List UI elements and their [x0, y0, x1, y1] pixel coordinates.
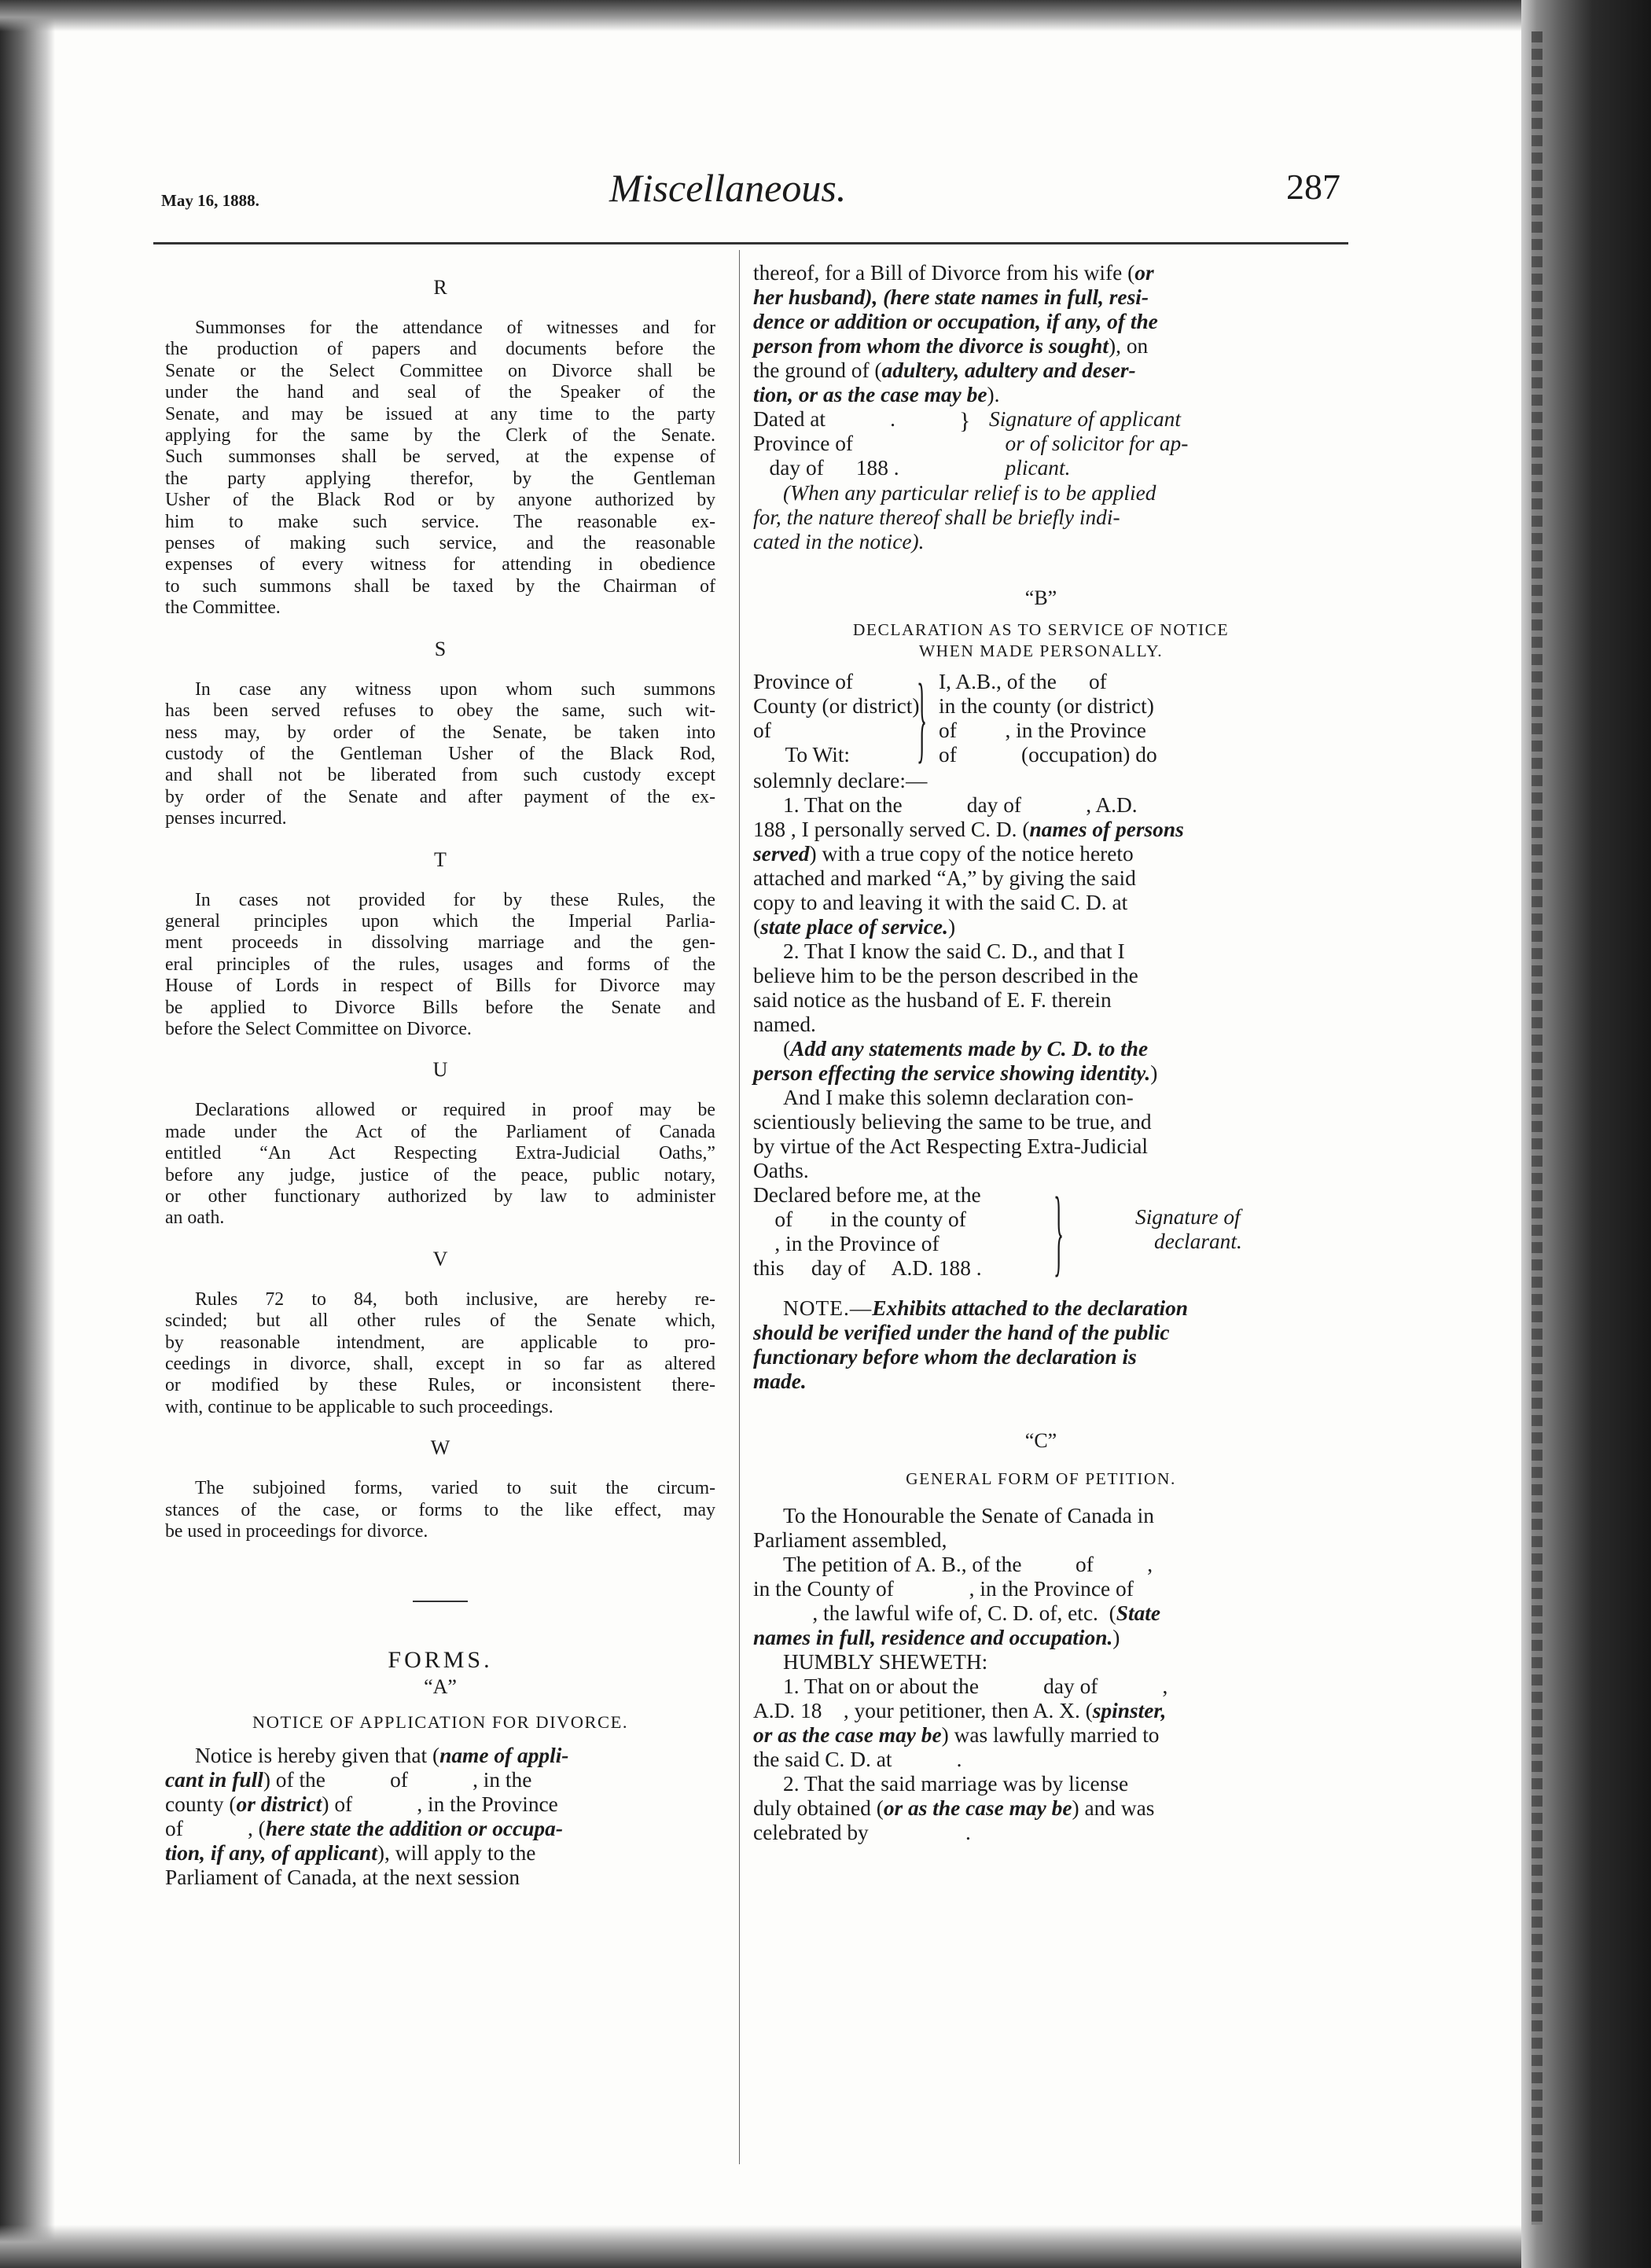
text-line: penses incurred. — [165, 808, 287, 829]
italic-text: or as the case may be — [753, 1723, 942, 1747]
roman-text: by virtue of the Act Respecting Extra-Judicial — [753, 1134, 1149, 1158]
section-heading-s: S — [434, 637, 447, 660]
note-line: cated in the notice). — [753, 530, 925, 553]
header-title: Miscellaneous. — [609, 166, 847, 210]
text-line: Senate or the Select Committee on Divorce shall be — [165, 360, 715, 381]
roman-text: ) — [1112, 1626, 1120, 1649]
text-line: general principles upon which the Imperial Parlia- — [165, 910, 715, 932]
section-s-body — [165, 679, 715, 830]
text-line: applying for the same by the Clerk of the Senate. — [165, 425, 715, 447]
declared-sig-line: declarant. — [1154, 1230, 1242, 1253]
text-line — [753, 1626, 1329, 1650]
section-u-body — [165, 1100, 715, 1229]
italic-text: or — [1134, 261, 1154, 285]
brace-icon: } — [959, 408, 971, 434]
text-line: has been served refuses to obey the same, such wit- — [165, 700, 715, 722]
form-c-letter: “C” — [1024, 1429, 1057, 1452]
section-heading-t: T — [434, 847, 447, 871]
text-line — [753, 261, 1329, 285]
italic-text: spinster, — [1092, 1699, 1167, 1722]
italic-text: tion, or as the case may be — [753, 383, 987, 406]
declared-line: Declared before me, at the — [753, 1183, 981, 1207]
text-line — [753, 1159, 1329, 1183]
text-line: the Committee. — [165, 597, 281, 619]
roman-text: ) with a true copy of the notice hereto — [809, 842, 1134, 866]
text-line: penses of making such service, and the reasonable — [165, 533, 715, 554]
text-line: Declarations allowed or required in proof may be — [195, 1100, 715, 1121]
text-line — [165, 1841, 715, 1865]
form-a-signature-right — [989, 407, 1188, 480]
text-line: custody of the Gentleman Usher of the Black Rod, — [165, 743, 715, 764]
roman-text: Oaths. — [753, 1159, 809, 1182]
text-line — [753, 1748, 1329, 1772]
text-line — [753, 285, 1329, 310]
roman-text: solemnly declare:— — [753, 769, 928, 792]
roman-text: ) was lawfully married to — [941, 1723, 1160, 1747]
form-a-body — [165, 1744, 715, 1890]
roman-text: And I make this solemn declaration con- — [783, 1086, 1134, 1109]
venue-right-line: in the county (or district) — [939, 694, 1154, 718]
brace-icon: } — [1053, 1178, 1065, 1285]
column-rule — [739, 250, 740, 2164]
venue-right-line: I, A.B., of the of — [939, 670, 1107, 693]
text-line: scinded; but all other rules of the Senate which, — [165, 1310, 715, 1332]
text-line — [753, 1037, 1329, 1061]
roman-text: ) of , in the Province — [322, 1792, 558, 1817]
italic-text: or as the case may be — [883, 1796, 1072, 1820]
roman-text: ( — [783, 1037, 791, 1060]
text-line — [753, 1674, 1329, 1699]
section-heading-v: V — [432, 1247, 448, 1270]
roman-text: ) — [1150, 1061, 1158, 1085]
text-line — [753, 1601, 1329, 1626]
text-line: with, continue to be applicable to such proceedings. — [165, 1396, 553, 1417]
roman-text: Parliament of Canada, at the next session — [165, 1865, 520, 1890]
text-line: stances of the case, or forms to the like effect, may — [165, 1499, 715, 1520]
italic-text: names in full, residence and occupation. — [753, 1626, 1113, 1649]
roman-text: ( — [753, 915, 761, 939]
note-line: should be verified under the hand of the public — [753, 1321, 1170, 1344]
text-line: made under the Act of the Parliament of Canada — [165, 1121, 715, 1142]
section-r-body — [165, 318, 715, 619]
roman-text: Parliament assembled, — [753, 1528, 947, 1552]
text-line: before any judge, justice of the peace, public notary, — [165, 1164, 715, 1185]
roman-text: the ground of ( — [753, 358, 882, 382]
text-line: ment proceeds in dissolving marriage and the gen- — [165, 932, 715, 954]
roman-text: the said C. D. at . — [753, 1748, 962, 1771]
roman-text: To the Honourable the Senate of Canada in — [783, 1504, 1154, 1527]
text-line: House of Lords in respect of Bills for Divorce may — [165, 976, 715, 997]
text-line — [165, 1744, 715, 1768]
text-line — [753, 769, 1329, 793]
text-line — [753, 988, 1329, 1013]
text-line: ceedings in divorce, shall, except in so far as altered — [165, 1354, 715, 1375]
text-line — [753, 1650, 1329, 1674]
text-line: Summonses for the attendance of witnesses and for — [195, 318, 715, 338]
text-line — [753, 842, 1329, 866]
text-line: before the Select Committee on Divorce. — [165, 1018, 472, 1039]
left-column — [165, 261, 715, 1890]
form-a-signature-left — [753, 407, 899, 480]
venue-left — [753, 670, 920, 767]
text-line: Rules 72 to 84, both inclusive, are hereby re- — [195, 1288, 715, 1310]
venue-right-line: of (occupation) do — [939, 743, 1157, 766]
italic-text: state place of service. — [760, 915, 948, 939]
roman-text: 2. That I know the said C. D., and that I — [783, 939, 1125, 963]
roman-text: ). — [987, 383, 1000, 406]
roman-text: ), on — [1109, 334, 1149, 358]
roman-text: , the lawful wife of, C. D. of, etc. ( — [753, 1601, 1116, 1625]
text-line — [753, 1699, 1329, 1723]
text-line — [753, 358, 1329, 383]
text-line — [753, 334, 1329, 358]
section-t-body — [165, 890, 715, 1041]
text-line: In case any witness upon whom such summons — [195, 678, 715, 700]
roman-text: ), will apply to the — [377, 1841, 536, 1865]
roman-text: of , ( — [165, 1817, 266, 1841]
italic-text: tion, if any, of applicant — [165, 1841, 377, 1865]
text-line — [165, 1865, 715, 1890]
text-line — [753, 1134, 1329, 1159]
declared-line: of in the county of — [753, 1208, 966, 1231]
italic-text: served — [753, 842, 810, 866]
text-line — [753, 1110, 1329, 1134]
text-line — [753, 1061, 1329, 1086]
declared-line: , in the Province of — [753, 1232, 939, 1255]
text-line — [753, 1013, 1329, 1037]
scan-edge-top — [0, 0, 1541, 31]
text-line: In cases not provided for by these Rules, the — [195, 889, 715, 910]
form-c-caption: GENERAL FORM OF PETITION. — [906, 1469, 1176, 1488]
note-text: Exhibits attached to the declaration — [872, 1296, 1189, 1320]
form-b-caption-2: WHEN MADE PERSONALLY. — [918, 641, 1164, 660]
text-line: by order of the Senate and after payment of the ex- — [165, 786, 715, 807]
text-line: eral principles of the rules, usages and forms of the — [165, 954, 715, 975]
italic-text: her husband), (here state names in full, resi- — [753, 285, 1149, 309]
roman-text: ) and was — [1072, 1796, 1155, 1820]
text-line: or other functionary authorized by law to administer — [165, 1186, 715, 1207]
form-b-venue-block — [753, 664, 1329, 772]
roman-text: HUMBLY SHEWETH: — [783, 1650, 988, 1674]
note-line: functionary before whom the declaration is — [753, 1345, 1137, 1369]
scan-edge-left — [0, 0, 55, 2268]
roman-text: duly obtained ( — [753, 1796, 884, 1820]
venue-right — [939, 670, 1157, 767]
text-line — [165, 1768, 715, 1792]
text-line: ness may, by order of the Senate, be taken into — [165, 722, 715, 743]
venue-left-line: To Wit: — [753, 743, 851, 766]
section-v-body — [165, 1289, 715, 1418]
italic-text: person from whom the divorce is sought — [753, 334, 1109, 358]
italic-text: cant in full — [165, 1768, 263, 1792]
text-line: an oath. — [165, 1208, 225, 1229]
venue-left-line: Province of — [753, 670, 854, 693]
text-line: to such summons shall be taxed by the Chairman of — [165, 575, 715, 597]
roman-text: The petition of A. B., of the of , — [783, 1553, 1153, 1576]
form-a-caption: NOTICE OF APPLICATION FOR DIVORCE. — [252, 1712, 628, 1733]
text-line: the party applying therefor, by the Gentleman — [165, 468, 715, 489]
venue-left-line: of — [753, 719, 771, 742]
roman-text: scientiously believing the same to be true, and — [753, 1110, 1152, 1134]
note-line: (When any particular relief is to be applied — [783, 481, 1156, 505]
roman-text: 2. That the said marriage was by license — [783, 1772, 1129, 1796]
note-line: for, the nature thereof shall be briefly indi- — [753, 505, 1120, 529]
text-line — [753, 1577, 1329, 1601]
text-line: be applied to Divorce Bills before the Senate and — [165, 997, 715, 1018]
roman-text: 1. That on or about the day of , — [783, 1674, 1168, 1698]
form-a-note — [753, 481, 1329, 554]
form-a-signature-block — [753, 407, 1329, 481]
text-line — [165, 1817, 715, 1841]
book-binding — [1531, 31, 1543, 2225]
sig-left-line: Province of — [753, 432, 854, 455]
text-line — [753, 866, 1329, 891]
venue-left-line — [753, 694, 920, 719]
section-w-body — [165, 1478, 715, 1542]
italic-text: here state the addition or occupa- — [265, 1817, 563, 1841]
header-rule — [153, 242, 1348, 244]
note-line: made. — [753, 1369, 807, 1393]
text-line: under the hand and seal of the Speaker of the — [165, 382, 715, 403]
form-b-declared-block — [753, 1178, 1329, 1285]
declared-line: this day of A.D. 188 . — [753, 1256, 982, 1280]
italic-text: dence or addition or occupation, if any, of the — [753, 310, 1158, 333]
form-a-continued — [753, 261, 1329, 407]
text-line: be used in proceedings for divorce. — [165, 1521, 428, 1542]
text-line: and shall not be liberated from such custody except — [165, 765, 715, 786]
roman-text: Notice is hereby given that ( — [195, 1744, 440, 1768]
text-line — [753, 891, 1329, 915]
text-line — [753, 939, 1329, 964]
text-line: expenses of every witness for attending in obedience — [165, 554, 715, 575]
text-line: Senate, and may be issued at any time to the party — [165, 403, 715, 425]
roman-text: believe him to be the person described in the — [753, 964, 1138, 987]
text-line — [753, 1796, 1329, 1821]
roman-text: ) — [947, 915, 956, 939]
text-line — [753, 310, 1329, 334]
text-line — [753, 1723, 1329, 1748]
section-divider — [413, 1601, 468, 1602]
roman-text: in the County of , in the Province of — [753, 1577, 1134, 1601]
roman-text: county ( — [165, 1792, 237, 1817]
text-line: entitled “An Act Respecting Extra-Judicial Oaths,” — [165, 1143, 715, 1164]
form-b-caption-1: DECLARATION AS TO SERVICE OF NOTICE — [852, 620, 1230, 639]
note-line — [753, 1296, 1329, 1321]
page-number: 287 — [1286, 167, 1340, 207]
text-line — [753, 1504, 1329, 1528]
header-date: May 16, 1888. — [161, 191, 259, 210]
text-line — [753, 1528, 1329, 1553]
text-line: Such summonses shall be served, at the expense of — [165, 447, 715, 468]
text-line — [753, 793, 1329, 818]
declared-sig-line: Signature of — [1135, 1205, 1241, 1229]
venue-right-line: of , in the Province — [939, 719, 1146, 742]
sig-right-line: Signature of applicant — [989, 407, 1181, 431]
italic-text: names of persons — [1029, 818, 1184, 841]
page-header — [161, 161, 1340, 216]
roman-text: thereof, for a Bill of Divorce from his wife ( — [753, 261, 1135, 285]
scan-edge-bottom — [0, 2225, 1541, 2268]
venue-county: County (or district) — [753, 694, 920, 718]
text-line: The subjoined forms, varied to suit the circum- — [195, 1478, 715, 1499]
text-line — [753, 964, 1329, 988]
section-heading-u: U — [432, 1058, 448, 1082]
form-b-note — [753, 1296, 1329, 1394]
italic-text: adultery, adultery and deser- — [881, 358, 1136, 382]
text-line — [165, 1792, 715, 1817]
text-line — [753, 915, 1329, 939]
text-line: him to make such service. The reasonable ex- — [165, 511, 715, 532]
italic-text: name of appli- — [439, 1744, 569, 1768]
form-c-body — [753, 1504, 1329, 1845]
text-line — [753, 1553, 1329, 1577]
sig-left-line: Dated at . — [753, 407, 896, 431]
sig-left-line: day of 188 . — [753, 456, 899, 480]
form-b-letter: “B” — [1024, 586, 1057, 609]
italic-text: person effecting the service showing identity. — [753, 1061, 1151, 1085]
sig-right-line: plicant. — [989, 456, 1071, 480]
text-line — [753, 1772, 1329, 1796]
roman-text: attached and marked “A,” by giving the said — [753, 866, 1136, 890]
italic-text: or district — [236, 1792, 322, 1817]
brace-icon: } — [917, 664, 928, 772]
form-a-letter: “A” — [424, 1674, 457, 1698]
form-b-body — [753, 769, 1329, 1183]
section-heading-w: W — [430, 1436, 450, 1460]
roman-text: 1. That on the day of , A.D. — [783, 793, 1138, 817]
text-line: by reasonable intendment, are applicable to pro- — [165, 1332, 715, 1353]
roman-text: named. — [753, 1013, 816, 1036]
forms-title: FORMS. — [388, 1647, 493, 1674]
text-line: or modified by these Rules, or inconsistent there- — [165, 1375, 715, 1396]
text-line — [753, 818, 1329, 842]
section-heading-r: R — [433, 276, 447, 299]
roman-text: A.D. 18 , your petitioner, then A. X. ( — [753, 1699, 1093, 1722]
right-column — [753, 261, 1329, 1845]
sig-right-line: or of solicitor for ap- — [989, 432, 1189, 455]
italic-text: Add any statements made by C. D. to the — [790, 1037, 1149, 1060]
text-line: Usher of the Black Rod or by anyone authorized by — [165, 490, 715, 511]
roman-text: 188 , I personally served C. D. ( — [753, 818, 1030, 841]
declared-left — [753, 1183, 982, 1281]
text-line — [753, 1086, 1329, 1110]
text-line: the production of papers and documents before the — [165, 339, 715, 360]
roman-text: copy to and leaving it with the said C. D. at — [753, 891, 1128, 914]
note-label: NOTE.— — [783, 1296, 873, 1320]
roman-text: said notice as the husband of E. F. therein — [753, 988, 1112, 1012]
text-line — [753, 383, 1329, 407]
text-line — [753, 1821, 1329, 1845]
declared-right — [1135, 1205, 1242, 1254]
italic-text: State — [1116, 1601, 1161, 1625]
roman-text: celebrated by . — [753, 1821, 971, 1844]
roman-text: ) of the of , in the — [263, 1768, 532, 1792]
